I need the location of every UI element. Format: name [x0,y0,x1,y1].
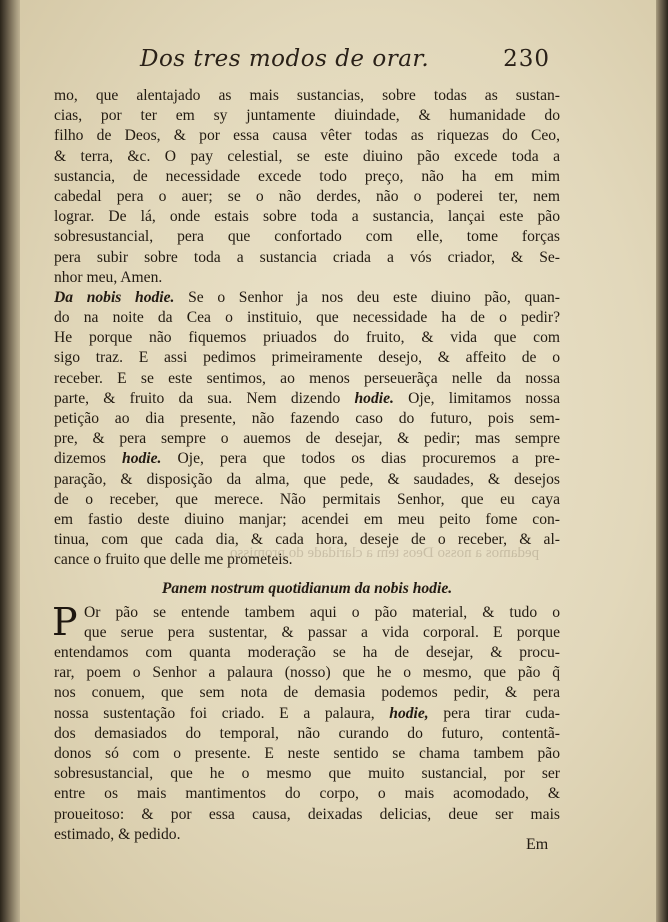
page-body [54,86,560,845]
text-line: rar, poem o Senhor a palaura (nosso) que he o mesmo, que pão q̃ [54,664,560,682]
text-line: donos só com o presente. E neste sentido se chama tambem pão [54,745,560,762]
book-edge-right [654,0,668,922]
text-line: entendamos com quanta moderação se ha de desejar, & procu- [54,644,560,662]
text-line: sigo traz. E assi pedimos primeiramente desejo, & affeito de o [54,349,560,367]
text-line: nhor meu, Amen. [54,268,163,286]
catchword: Em [526,836,549,853]
text-span: Oje, limitamos nossa [393,389,560,407]
text-span: pera tirar cuda- [428,704,560,722]
show-through-text: pedamos a nosso Deos tem a claridade do promisso [230,545,540,561]
text-line [54,449,560,469]
text-line: tinua, com que cada dia, & cada hora, deseje de o receber, & al- [54,531,560,549]
latin-word: hodie. [122,450,162,468]
latin-lead: Da nobis hodie. [54,288,175,306]
latin-word: hodie. [354,389,394,407]
page-header [140,44,550,78]
drop-cap: P [52,599,78,644]
text-line: receber. E se este sentimos, ao menos perseuerãça nelle da nossa [54,369,560,387]
text-line: pera subir sobre toda a sustancia criada a vós criador, & Se- [54,248,560,266]
text-line: & terra, &c. O pay celestial, se este diuino pão excede toda a [54,147,560,165]
latin-word: hodie, [389,704,429,722]
paragraph-3 [52,599,560,845]
paragraph-2 [54,288,560,571]
paragraph-1 [54,86,560,288]
text-line: paração, & disposição da alma, que pede, & saudades, & desejos [54,470,560,488]
section-heading: Panem nostrum quotidianum da nobis hodie. [161,579,453,597]
text-line: cabedal pera o auer; se o não derdes, não o poderei ter, nem [54,187,560,205]
text-line: de o receber, que merece. Não permitais Senhor, que eu caya [54,490,560,508]
text-line: sustancia, de necessidade excede todo preço, não ha em mim [54,167,560,185]
text-line: cance o fruito que delle me prometeis. [54,551,293,569]
text-line: He porque não fiquemos priuados do fruito, & vida que com [54,329,560,347]
text-line [54,288,560,308]
text-line: cias, por ter em sy juntamente diuindade, & humanidade do [54,107,560,125]
text-line: mo, que alentajado as mais sustancias, sobre todas as sustan- [54,87,560,104]
text-line: Or pão se entende tambem aqui o pão material, & tudo o [84,603,560,621]
running-title: Dos tres modos de orar. [140,46,430,72]
text-line [54,389,560,409]
text-span: nossa sustentação foi criado. E a palaura, [54,704,375,722]
text-line: sobresustancial, pera que confortado com elle, tome forças [54,228,560,246]
book-gutter-left [0,0,22,922]
text-line: dos demasiados do temporal, não curando do futuro, contentã- [54,724,560,742]
text-line: do na noite da Cea o instituio, que necessidade ha de o pedir? [54,309,560,327]
text-line: pre, & pera sempre o auemos de desejar, & pedir; mas sempre [54,430,560,448]
text-span: parte, & fruito da sua. Nem dizendo [54,389,341,407]
text-line: lograr. De lá, onde estais sobre toda a sustancia, lançai este pão [54,208,560,226]
text-line [54,704,560,724]
text-span: Oje, pera que todos os dias procuremos a pre- [161,450,560,468]
text-line: que serue pera sustentar, & passar a vida corporal. E porque [84,623,560,641]
book-page [20,0,656,922]
text-line: sobresustancial, que he o mesmo que muito sustancial, por ser [54,765,560,783]
page-number: 230 [503,46,550,72]
text-line: petição ao dia presente, não fazendo caso do futuro, pois sem- [54,410,560,427]
text-line: estimado, & pedido. [54,825,181,843]
text-line: em fastio deste diuino manjar; acendei em meu peito fome con- [54,510,560,528]
text-span: dizemos [54,450,123,468]
text-line: nos conuem, que sem nota de demasia podemos pedir, & pera [54,684,560,702]
text-line: proueitoso: & por essa causa, deixadas delicias, deue ser mais [54,805,560,823]
text-line: filho de Deos, & por essa causa vêter todas as riquezas do Ceo, [54,127,560,145]
text-line: entre os mais mantimentos do corpo, o mais acomodado, & [54,785,560,803]
text-span: Se o Senhor ja nos deu este diuino pão, quan- [174,288,560,306]
